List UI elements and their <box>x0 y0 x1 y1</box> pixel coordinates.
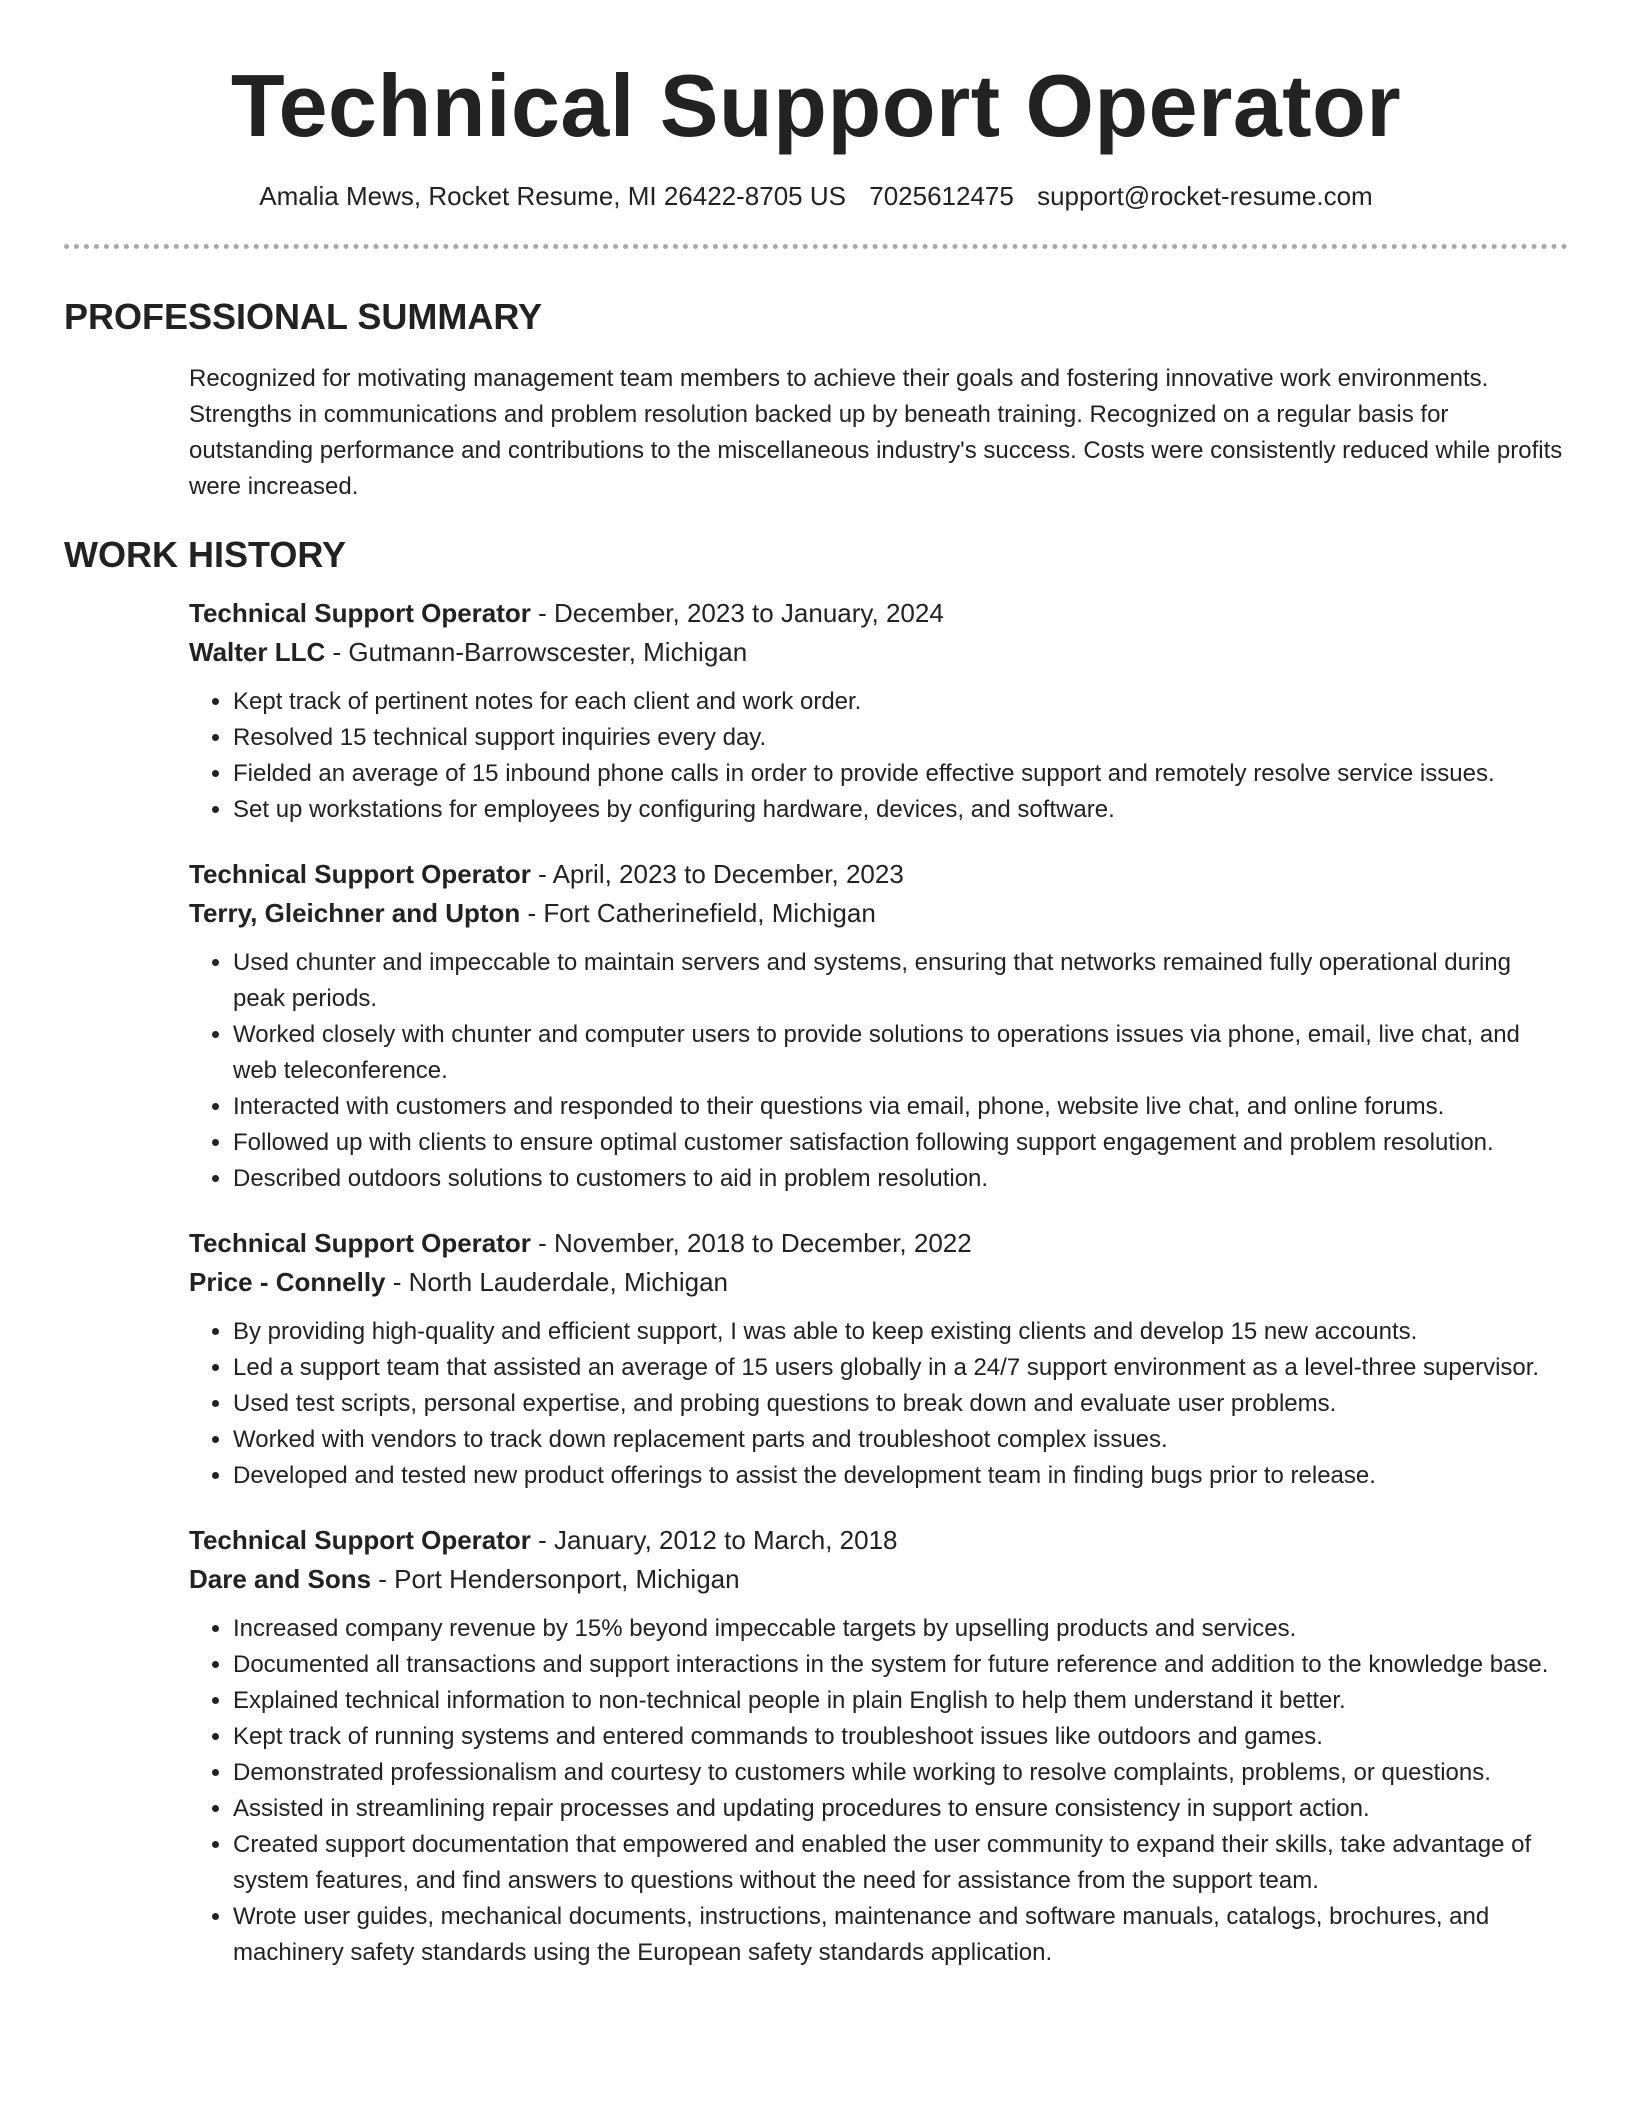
job-bullet: • Described outdoors solutions to customers to aid in problem resolution. <box>233 1161 1568 1197</box>
job-location: - North Lauderdale, Michigan <box>385 1267 729 1297</box>
job-bullet: • Created support documentation that empowered and enabled the user community to expand their skills, take advantage of system features, and find answers to questions without the need for assistance from the support team. <box>233 1827 1568 1899</box>
job-company-line <box>189 895 1568 931</box>
job-bullet: • Followed up with clients to ensure optimal customer satisfaction following support engagement and problem resolution. <box>233 1125 1568 1161</box>
job-title: Technical Support Operator <box>189 598 531 628</box>
job-bullet: • Wrote user guides, mechanical documents, instructions, maintenance and software manuals, catalogs, brochures, and machinery safety standards using the European safety standards application. <box>233 1899 1568 1971</box>
job-entry <box>189 1225 1568 1494</box>
job-dates: - December, 2023 to January, 2024 <box>530 598 944 628</box>
summary-heading: PROFESSIONAL SUMMARY <box>64 296 543 337</box>
job-bullet: • Developed and tested new product offerings to assist the development team in finding bugs prior to release. <box>233 1458 1568 1494</box>
job-bullet: • Kept track of pertinent notes for each client and work order. <box>233 684 1568 720</box>
job-location: - Gutmann-Barrowscester, Michigan <box>325 637 748 667</box>
job-dates: - April, 2023 to December, 2023 <box>530 859 904 889</box>
job-bullet: • Fielded an average of 15 inbound phone calls in order to provide effective support and remotely resolve service issues. <box>233 756 1568 792</box>
job-bullet: • Set up workstations for employees by configuring hardware, devices, and software. <box>233 792 1568 828</box>
job-bullet: • Resolved 15 technical support inquiries every day. <box>233 720 1568 756</box>
job-title: Technical Support Operator <box>189 859 531 889</box>
job-bullet: • Kept track of running systems and entered commands to troubleshoot issues like outdoors and games. <box>233 1719 1568 1755</box>
job-company: Walter LLC <box>189 637 326 667</box>
job-dates: - November, 2018 to December, 2022 <box>530 1228 972 1258</box>
contact-line <box>64 180 1568 212</box>
work-history-heading: WORK HISTORY <box>64 534 347 575</box>
job-company: Price - Connelly <box>189 1267 386 1297</box>
header-divider <box>64 244 1568 249</box>
contact-email[interactable]: support@rocket-resume.com <box>1037 181 1373 211</box>
job-bullet: • Used chunter and impeccable to maintain servers and systems, ensuring that networks remained fully operational during peak periods. <box>233 945 1568 1017</box>
job-bullet: • Led a support team that assisted an average of 15 users globally in a 24/7 support environment as a level-three supervisor. <box>233 1350 1568 1386</box>
job-bullet: • Worked with vendors to track down replacement parts and troubleshoot complex issues. <box>233 1422 1568 1458</box>
job-dates: - January, 2012 to March, 2018 <box>530 1525 898 1555</box>
contact-address: Amalia Mews, Rocket Resume, MI 26422-8705 US <box>259 181 846 211</box>
job-bullet: • Documented all transactions and support interactions in the system for future reference and addition to the knowledge base. <box>233 1647 1568 1683</box>
job-bullet: • Increased company revenue by 15% beyond impeccable targets by upselling products and services. <box>233 1611 1568 1647</box>
job-bullets <box>189 1314 1568 1494</box>
job-title: Technical Support Operator <box>189 1525 531 1555</box>
job-bullet: • By providing high-quality and efficient support, I was able to keep existing clients and develop 15 new accounts. <box>233 1314 1568 1350</box>
job-bullet: • Worked closely with chunter and computer users to provide solutions to operations issues via phone, email, live chat, and web teleconference. <box>233 1017 1568 1089</box>
contact-phone: 7025612475 <box>869 181 1014 211</box>
resume-page <box>64 0 1568 1971</box>
job-entry <box>189 1522 1568 1971</box>
job-bullets <box>189 684 1568 828</box>
job-bullets <box>189 1611 1568 1971</box>
job-location: - Fort Catherinefield, Michigan <box>520 898 876 928</box>
job-entry <box>189 595 1568 828</box>
job-bullet: • Used test scripts, personal expertise, and probing questions to break down and evaluate user problems. <box>233 1386 1568 1422</box>
job-bullet: • Explained technical information to non-technical people in plain English to help them understand it better. <box>233 1683 1568 1719</box>
job-bullet: • Assisted in streamlining repair processes and updating procedures to ensure consistency in support action. <box>233 1791 1568 1827</box>
job-title: Technical Support Operator <box>189 1228 531 1258</box>
job-entry <box>189 856 1568 1197</box>
job-company-line <box>189 1264 1568 1300</box>
summary-text: Recognized for motivating management team members to achieve their goals and fostering innovative work environments. Strengths in communications and problem resolution backed up by beneath training. Recognized on a regular basis for outstanding performance and contributions to the miscellaneous industry's success. Costs were consistently reduced while profits were increased. <box>189 365 1563 500</box>
job-title-line <box>189 1522 1568 1558</box>
job-title-line <box>189 595 1568 631</box>
resume-title: Technical Support Operator <box>230 56 1402 155</box>
job-company-line <box>189 1561 1568 1597</box>
job-bullet: • Demonstrated professionalism and courtesy to customers while working to resolve complaints, problems, or questions. <box>233 1755 1568 1791</box>
job-bullets <box>189 945 1568 1197</box>
job-company: Terry, Gleichner and Upton <box>189 898 521 928</box>
work-history-list <box>64 595 1568 1971</box>
job-company-line <box>189 634 1568 670</box>
job-company: Dare and Sons <box>189 1564 372 1594</box>
job-title-line <box>189 1225 1568 1261</box>
job-title-line <box>189 856 1568 892</box>
job-bullet: • Interacted with customers and responded to their questions via email, phone, website live chat, and online forums. <box>233 1089 1568 1125</box>
job-location: - Port Hendersonport, Michigan <box>371 1564 740 1594</box>
